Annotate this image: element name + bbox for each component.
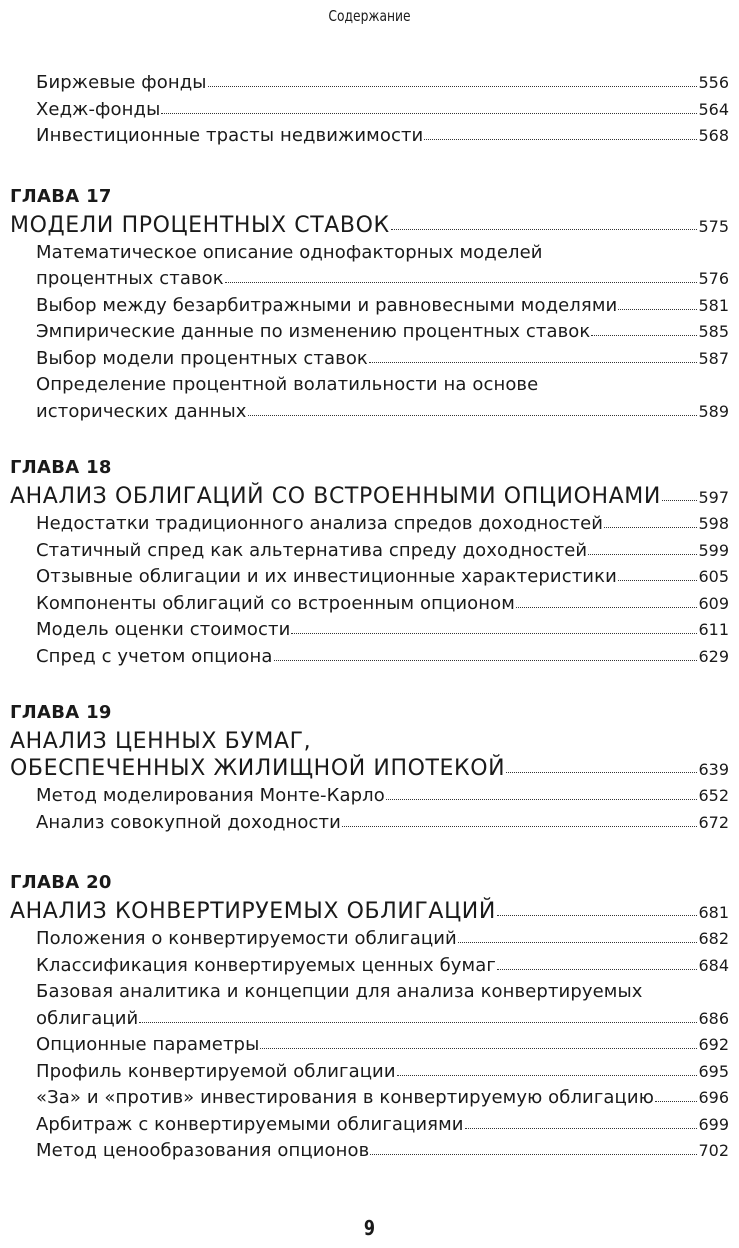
toc-page-number: 599 xyxy=(698,540,729,560)
toc-entry-title: Статичный спред как альтернатива спреду доходностей xyxy=(36,539,588,561)
toc-entry-title: Математическое описание однофакторных моделей xyxy=(36,241,543,263)
toc-entry-title: АНАЛИЗ КОНВЕРТИРУЕМЫХ ОБЛИГАЦИЙ xyxy=(10,899,496,924)
toc-page-number: 696 xyxy=(698,1088,729,1107)
toc-entry-line xyxy=(36,926,729,953)
page-number: 9 xyxy=(363,1216,376,1240)
dot-leader xyxy=(161,112,697,114)
chapter-section xyxy=(0,872,739,1165)
toc-entry-title: Выбор модели процентных ставок xyxy=(36,347,368,369)
table-of-contents xyxy=(0,70,739,1165)
toc-entry-title: Положения о конвертируемости облигаций xyxy=(36,928,457,949)
toc-entry xyxy=(36,1138,729,1165)
toc-page-number: 609 xyxy=(698,593,729,613)
toc-entry-line xyxy=(10,212,729,240)
chapter-section xyxy=(0,457,739,670)
toc-entry xyxy=(36,240,729,293)
toc-entry-line xyxy=(36,979,729,1006)
chapter-title xyxy=(10,483,729,511)
toc-entry xyxy=(36,319,729,346)
toc-entry xyxy=(36,538,729,565)
dot-leader xyxy=(248,414,698,416)
toc-entry-line xyxy=(36,70,729,97)
toc-entry-title: Компоненты облигаций со встроенным опционом xyxy=(36,592,515,614)
leading-entries xyxy=(0,70,739,150)
toc-entry-line xyxy=(36,1085,729,1112)
toc-entry-line xyxy=(36,511,729,538)
toc-entry xyxy=(36,70,729,97)
toc-page-number: 585 xyxy=(698,322,729,341)
chapters-list xyxy=(0,186,739,1165)
toc-entry-line xyxy=(36,1059,729,1086)
toc-page-number: 597 xyxy=(698,488,729,507)
toc-page-number: 564 xyxy=(698,99,729,119)
toc-entry-line xyxy=(10,483,729,511)
toc-entry xyxy=(36,346,729,373)
dot-leader xyxy=(274,659,698,661)
dot-leader xyxy=(370,1153,697,1155)
toc-entry-line xyxy=(36,97,729,124)
toc-page-number: 684 xyxy=(698,955,729,975)
toc-page-number: 598 xyxy=(698,514,729,533)
toc-entry-title: МОДЕЛИ ПРОЦЕНТНЫХ СТАВОК xyxy=(10,212,390,238)
toc-page-number: 576 xyxy=(698,269,729,288)
chapter-title xyxy=(10,728,729,783)
toc-entry xyxy=(36,97,729,124)
toc-page-number: 686 xyxy=(698,1008,729,1028)
toc-entry-title: Отзывные облигации и их инвестиционные характеристики xyxy=(36,566,617,587)
toc-entry-title: исторических данных xyxy=(36,400,247,422)
dot-leader xyxy=(591,334,697,336)
toc-entry-title: Арбитраж с конвертируемыми облигациями xyxy=(36,1113,464,1135)
toc-entry xyxy=(36,783,729,810)
toc-entry-line xyxy=(36,810,729,837)
toc-page-number: 575 xyxy=(698,216,729,236)
chapter-label: ГЛАВА 18 xyxy=(10,457,112,478)
toc-entry-title: «За» и «против» инвестирования в конвертируемую облигацию xyxy=(36,1087,654,1108)
dot-leader xyxy=(369,361,698,363)
toc-entry xyxy=(36,123,729,150)
toc-entry xyxy=(36,926,729,953)
dot-leader xyxy=(391,228,698,230)
toc-entry-title: процентных ставок xyxy=(36,268,224,289)
toc-page-number: 682 xyxy=(698,929,729,948)
toc-entry-line xyxy=(36,319,729,346)
toc-entry-line xyxy=(36,564,729,591)
toc-entry-title: АНАЛИЗ ОБЛИГАЦИЙ СО ВСТРОЕННЫМИ ОПЦИОНАМИ xyxy=(10,484,661,509)
toc-page-number: 702 xyxy=(698,1141,729,1160)
toc-entry xyxy=(36,1085,729,1112)
chapter-section xyxy=(0,702,739,836)
toc-entry-title: облигаций xyxy=(36,1007,139,1029)
toc-page-number: 692 xyxy=(698,1035,729,1054)
dot-leader xyxy=(465,1127,698,1129)
dot-leader xyxy=(506,771,697,773)
toc-page-number: 556 xyxy=(698,73,729,92)
dot-leader xyxy=(225,281,698,283)
toc-page-number: 681 xyxy=(698,903,729,922)
dot-leader xyxy=(516,606,698,608)
dot-leader xyxy=(208,85,698,87)
chapter-title xyxy=(10,898,729,926)
toc-page-number: 589 xyxy=(698,401,729,421)
chapter-label: ГЛАВА 19 xyxy=(10,702,112,723)
dot-leader xyxy=(458,941,698,943)
toc-page-number: 652 xyxy=(698,786,729,805)
dot-leader xyxy=(655,1100,698,1102)
toc-page-number: 629 xyxy=(698,646,729,666)
chapter-label: ГЛАВА 17 xyxy=(10,185,112,207)
toc-entry-title: Недостатки традиционного анализа спредов доходностей xyxy=(36,513,604,534)
dot-leader xyxy=(386,798,698,800)
toc-entry xyxy=(36,372,729,425)
dot-leader xyxy=(424,138,697,140)
toc-entry xyxy=(36,1032,729,1059)
toc-entry xyxy=(36,564,729,591)
toc-entry xyxy=(36,953,729,980)
dot-leader xyxy=(618,579,698,581)
toc-entry-title: Определение процентной волатильности на основе xyxy=(36,374,539,395)
toc-entry-line xyxy=(10,728,729,755)
toc-entry-line xyxy=(36,783,729,810)
toc-page-number: 568 xyxy=(698,126,729,145)
toc-entry-line xyxy=(36,240,729,267)
toc-entry xyxy=(36,810,729,837)
toc-entry-line xyxy=(36,591,729,618)
toc-entry xyxy=(36,293,729,320)
toc-entry-line xyxy=(36,1006,729,1033)
toc-page-number: 611 xyxy=(698,620,729,639)
toc-entry-line xyxy=(36,346,729,373)
toc-entry-line xyxy=(36,372,729,399)
toc-entry-line xyxy=(36,1112,729,1139)
chapter-label: ГЛАВА 20 xyxy=(10,872,112,893)
toc-entry-line xyxy=(36,644,729,671)
dot-leader xyxy=(291,632,697,634)
toc-entry xyxy=(36,591,729,618)
toc-entry-line xyxy=(36,953,729,980)
toc-entry-title: ОБЕСПЕЧЕННЫХ ЖИЛИЩНОЙ ИПОТЕКОЙ xyxy=(10,756,506,781)
toc-entry-line xyxy=(36,399,729,426)
toc-entry-title: Метод ценообразования опционов xyxy=(36,1140,370,1161)
toc-entry-title: Спред с учетом опциона xyxy=(36,645,273,667)
toc-entry-title: Опционные параметры xyxy=(36,1034,260,1055)
toc-entry xyxy=(36,511,729,538)
toc-entry-line xyxy=(10,898,729,926)
toc-entry-line xyxy=(36,1032,729,1059)
dot-leader xyxy=(662,499,698,501)
toc-entry-line xyxy=(36,538,729,565)
toc-entry-line xyxy=(36,1138,729,1165)
chapter-section xyxy=(0,186,739,426)
toc-page-number: 699 xyxy=(698,1114,729,1134)
toc-entry-line xyxy=(36,123,729,150)
toc-entry-title: Биржевые фонды xyxy=(36,72,207,93)
toc-page-number: 672 xyxy=(698,812,729,832)
toc-entry xyxy=(36,644,729,671)
dot-leader xyxy=(497,968,698,970)
dot-leader xyxy=(260,1047,697,1049)
toc-entry xyxy=(36,1112,729,1139)
toc-entry-title: Эмпирические данные по изменению процентных ставок xyxy=(36,321,591,342)
toc-entry-title: Модель оценки стоимости xyxy=(36,619,291,640)
dot-leader xyxy=(497,914,698,916)
dot-leader xyxy=(604,526,697,528)
toc-entry-title: Классификация конвертируемых ценных бумаг xyxy=(36,954,496,976)
toc-entry xyxy=(36,617,729,644)
dot-leader xyxy=(139,1021,697,1023)
dot-leader xyxy=(342,825,698,827)
dot-leader xyxy=(618,308,697,310)
toc-entry-line xyxy=(36,266,729,293)
toc-entry xyxy=(36,979,729,1032)
chapter-title xyxy=(10,212,729,240)
toc-page-number: 605 xyxy=(698,567,729,586)
toc-entry-title: Хедж-фонды xyxy=(36,98,161,120)
toc-page-number: 587 xyxy=(698,348,729,368)
toc-entry-title: Метод моделирования Монте-Карло xyxy=(36,785,385,806)
toc-entry-title: Инвестиционные трасты недвижимости xyxy=(36,125,424,146)
running-head: Содержание xyxy=(328,7,411,25)
toc-entry-line xyxy=(36,617,729,644)
toc-entry-title: Анализ совокупной доходности xyxy=(36,811,341,833)
toc-entry-line xyxy=(10,755,729,783)
toc-entry-title: АНАЛИЗ ЦЕННЫХ БУМАГ, xyxy=(10,729,312,754)
toc-entry-line xyxy=(36,293,729,320)
toc-entry xyxy=(36,1059,729,1086)
toc-entry-title: Выбор между безарбитражными и равновесными моделями xyxy=(36,294,618,316)
dot-leader xyxy=(588,553,697,555)
toc-entry-title: Профиль конвертируемой облигации xyxy=(36,1060,396,1082)
toc-entry-title: Базовая аналитика и концепции для анализа конвертируемых xyxy=(36,981,643,1002)
dot-leader xyxy=(397,1074,698,1076)
toc-page-number: 695 xyxy=(698,1061,729,1081)
toc-page-number: 639 xyxy=(698,760,729,779)
toc-page-number: 581 xyxy=(698,295,729,315)
